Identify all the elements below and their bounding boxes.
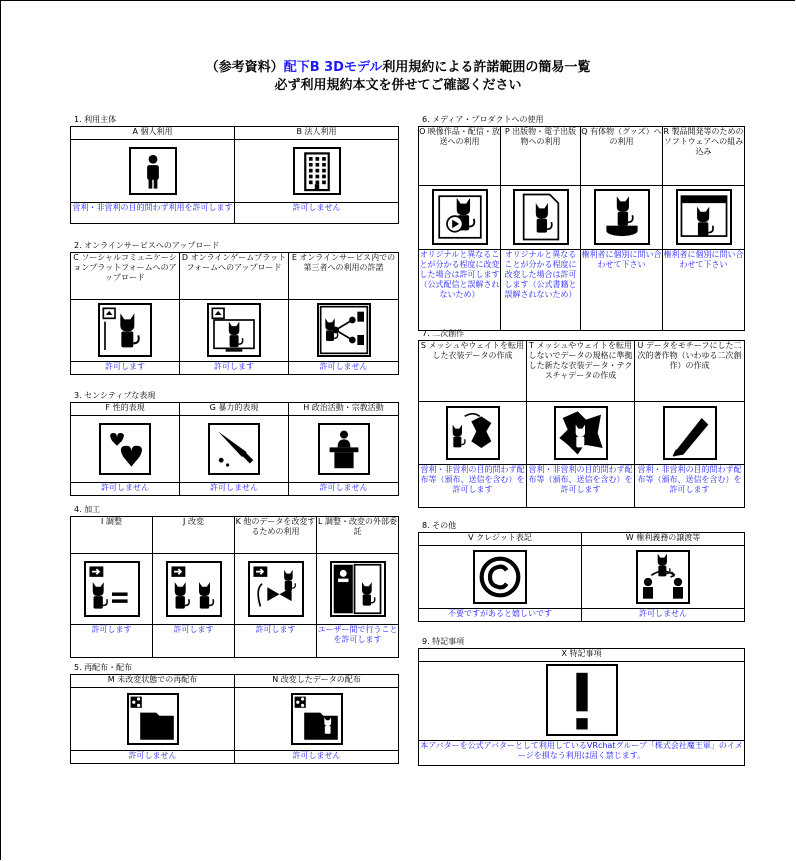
pen-icon bbox=[663, 406, 717, 460]
column-header: J 改変 bbox=[153, 517, 235, 554]
modify-icon bbox=[166, 561, 222, 617]
column-header: B 法人利用 bbox=[235, 127, 399, 140]
s5-section-label: 5. 再配布・配布 bbox=[74, 663, 133, 672]
icon-cell bbox=[317, 554, 399, 625]
page-title bbox=[0, 56, 796, 75]
icon-cell bbox=[71, 554, 153, 625]
software-icon bbox=[676, 189, 732, 245]
column-header: U データをモチーフにした二次的著作物（いわゆる二次創作）の作成 bbox=[635, 341, 745, 402]
icon-cell bbox=[527, 402, 635, 465]
icon-cell bbox=[71, 300, 180, 362]
icon-cell bbox=[635, 402, 745, 465]
permission-caption: 営利・非営利の目的問わず配布等（頒布、送信を含む）を許可します bbox=[527, 465, 635, 508]
column-header: S メッシュやウェイトを転用した衣装データの作成 bbox=[419, 341, 527, 402]
s2-section-label: 2. オンラインサービスへのアップロード bbox=[74, 241, 220, 250]
column-header: V クレジット表記 bbox=[419, 533, 582, 546]
column-header: W 権利義務の譲渡等 bbox=[582, 533, 745, 546]
column-header: E オンラインサービス内での第三者への利用の許諾 bbox=[289, 253, 399, 300]
permission-caption: ユーザー間で行うことを許可します bbox=[317, 625, 399, 658]
permission-caption: オリジナルと異なることが分かる程度に改変した場合は許可します（公式書籍と誤解されないため） bbox=[501, 250, 581, 331]
permission-caption: 不要ですがあると嬉しいです bbox=[419, 609, 582, 622]
icon-cell bbox=[180, 300, 289, 362]
column-header: K 他のデータを改変するための利用 bbox=[235, 517, 317, 554]
column-header: M 未改変状態での再配布 bbox=[71, 675, 235, 688]
permission-caption: 許可します bbox=[180, 362, 289, 375]
s3-section-label: 3. センシティブな表現 bbox=[74, 391, 156, 400]
column-header: F 性的表現 bbox=[71, 403, 180, 416]
icon-cell bbox=[289, 300, 399, 362]
copyright-icon bbox=[473, 550, 527, 604]
permission-caption: 許可しません bbox=[71, 751, 235, 764]
permission-caption: 許可します bbox=[153, 625, 235, 658]
permission-caption: 許可しません bbox=[180, 483, 289, 496]
page-subtitle: 必ず利用規約本文を併せてご確認ください bbox=[274, 78, 522, 93]
icon-cell bbox=[289, 416, 399, 483]
permission-caption: 権利者に個別に問い合わせて下さい bbox=[663, 250, 745, 331]
s4-section-label: 4. 加工 bbox=[74, 505, 101, 514]
redistribute-icon bbox=[127, 693, 179, 745]
permission-caption: 許可します bbox=[235, 625, 317, 658]
share-users-icon bbox=[317, 303, 371, 357]
column-header: N 改変したデータの配布 bbox=[235, 675, 399, 688]
column-header: D オンラインゲームプラットフォームへのアップロード bbox=[180, 253, 289, 300]
permission-caption: 許可しません bbox=[71, 483, 180, 496]
transfer-icon bbox=[636, 550, 690, 604]
person-icon bbox=[129, 147, 177, 195]
column-header: A 個人利用 bbox=[71, 127, 235, 140]
s6-table bbox=[418, 126, 745, 331]
distribute-modified-icon bbox=[291, 693, 343, 745]
permission-caption: 許可しません bbox=[289, 362, 399, 375]
s1-section-label: 1. 利用主体 bbox=[74, 115, 117, 124]
exclamation-icon bbox=[546, 664, 618, 736]
s9-table bbox=[418, 648, 745, 766]
publication-icon bbox=[513, 189, 569, 245]
title-suffix: 利用規約による許諾範囲の簡易一覧 bbox=[382, 60, 591, 75]
permission-caption: 権利者に個別に問い合わせて下さい bbox=[581, 250, 663, 331]
adjust-icon bbox=[84, 561, 140, 617]
permission-caption: 営利・非営利の目的問わず配布等（頒布、送信を含む）を許可します bbox=[635, 465, 745, 508]
column-header: O 映像作品・配信・放送への利用 bbox=[419, 127, 501, 186]
icon-cell bbox=[71, 688, 235, 751]
icon-cell bbox=[581, 186, 663, 250]
s8-section-label: 8. その他 bbox=[422, 521, 457, 530]
s4-table bbox=[70, 516, 399, 658]
column-header: R 製品開発等のためのソフトウェアへの組み込み bbox=[663, 127, 745, 186]
title-highlight: 配下B 3Dモデル bbox=[283, 60, 383, 75]
permission-caption: 許可しません bbox=[582, 609, 745, 622]
column-header: C ソーシャルコミュニケーションプラットフォームへのアップロード bbox=[71, 253, 180, 300]
column-header: H 政治活動・宗教活動 bbox=[289, 403, 399, 416]
s7-table bbox=[418, 340, 745, 508]
s5-table bbox=[70, 674, 399, 764]
permission-caption: 営利・非営利の目的問わず配布等（頒布、送信を含む）を許可します bbox=[419, 465, 527, 508]
column-header: I 調整 bbox=[71, 517, 153, 554]
icon-cell bbox=[235, 554, 317, 625]
title-prefix: （参考資料） bbox=[205, 60, 284, 75]
column-header: L 調整・改変の外部委託 bbox=[317, 517, 399, 554]
column-header: G 暴力的表現 bbox=[180, 403, 289, 416]
new-clothing-icon bbox=[554, 406, 608, 460]
permission-caption: 許可しません bbox=[289, 483, 399, 496]
icon-cell bbox=[235, 140, 399, 203]
icon-cell bbox=[235, 688, 399, 751]
icon-cell bbox=[419, 186, 501, 250]
s2-table bbox=[70, 252, 399, 375]
building-icon bbox=[293, 147, 341, 195]
s7-section-label: 7. 二次創作 bbox=[422, 329, 465, 338]
figure-icon bbox=[594, 189, 650, 245]
outsource-icon bbox=[330, 561, 386, 617]
s6-section-label: 6. メディア・プロダクトへの使用 bbox=[422, 115, 544, 124]
icon-cell bbox=[71, 416, 180, 483]
hearts-icon bbox=[99, 423, 151, 475]
icon-cell bbox=[582, 546, 745, 609]
column-header: T メッシュやウェイトを転用しないでデータの規格に準拠した新たな衣装データ・テクスチャデータの作成 bbox=[527, 341, 635, 402]
s9-section-label: 9. 特記事項 bbox=[422, 637, 465, 646]
upload-game-icon bbox=[207, 303, 261, 357]
icon-cell bbox=[663, 186, 745, 250]
permission-caption: 許可します bbox=[71, 362, 180, 375]
permission-caption: 許可しません bbox=[235, 203, 399, 224]
icon-cell bbox=[419, 662, 745, 741]
knife-icon bbox=[208, 423, 260, 475]
icon-cell bbox=[180, 416, 289, 483]
icon-cell bbox=[419, 546, 582, 609]
permission-caption: 本アバターを公式アバターとして利用しているVRchatグループ「株式会社魔王軍」のイメージを損なう利用は固く禁じます。 bbox=[419, 741, 745, 766]
column-header: X 特記事項 bbox=[419, 649, 745, 662]
permission-caption: 営利・非営利の目的問わず利用を許可します bbox=[71, 203, 235, 224]
column-header: Q 有体物（グッズ）への利用 bbox=[581, 127, 663, 186]
s8-table bbox=[418, 532, 745, 622]
permission-caption: 許可しません bbox=[235, 751, 399, 764]
icon-cell bbox=[501, 186, 581, 250]
s1-table bbox=[70, 126, 399, 224]
reuse-icon bbox=[248, 561, 304, 617]
column-header: P 出版物・電子出版物への利用 bbox=[501, 127, 581, 186]
s3-table bbox=[70, 402, 399, 496]
podium-icon bbox=[318, 423, 370, 475]
permission-caption: 許可します bbox=[71, 625, 153, 658]
upload-social-icon bbox=[98, 303, 152, 357]
icon-cell bbox=[71, 140, 235, 203]
icon-cell bbox=[419, 402, 527, 465]
clothing-icon bbox=[446, 406, 500, 460]
video-icon bbox=[432, 189, 488, 245]
permission-caption: オリジナルと異なることが分かる程度に改変した場合は許可します（公式配信と誤解されないため） bbox=[419, 250, 501, 331]
icon-cell bbox=[153, 554, 235, 625]
